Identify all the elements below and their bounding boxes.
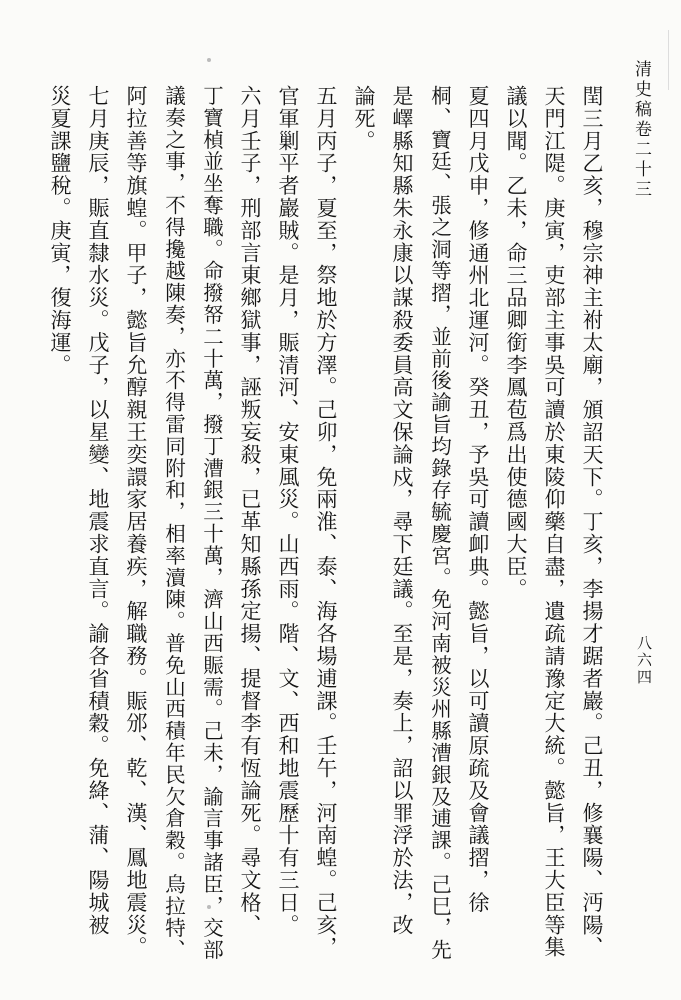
text-column-10: 六月壬子，刑部言東鄉獄事，誣叛妄殺，已革知縣孫定揚、提督李有恆論死。尋文格、 <box>238 85 262 937</box>
text-column-3: 議以聞。乙未，命三品卿銜李鳳苞爲出使德國大臣。 <box>504 85 528 601</box>
text-column-6: 是嶧縣知縣朱永康以謀殺委員高文保論戍，尋下廷議。至是，奏上，詔以罪浮於法，改 <box>390 85 414 937</box>
text-column-2: 天門江隄。庚寅，吏部主事吳可讀於東陵仰藥自盡，遺疏請豫定大統。懿旨，王大臣等集 <box>542 85 566 959</box>
page-edge-rule <box>668 30 669 90</box>
page-number: 八六四 <box>635 635 653 686</box>
text-column-9: 官軍剿平者巖賊。是月，賑清河、安東風災。山西雨。階、文、西和地震歷十有三日。 <box>276 85 300 937</box>
text-column-12: 議奏之事，不得攙越陳奏，亦不得雷同附和，相率瀆陳。普免山西積年民欠倉穀。烏拉特、 <box>161 85 186 961</box>
text-column-11: 丁寶楨並坐奪職。命撥帑二十萬，撥丁漕銀三十萬，濟山西賑需。己未，諭言事諸臣，交部 <box>199 85 224 961</box>
text-column-14: 七月庚辰，賑直隸水災。戊子，以星變、地震求直言。諭各省積穀。免絳、蒲、陽城被 <box>86 85 110 937</box>
running-title: 清史稿卷二十三 <box>631 60 651 200</box>
text-column-8: 五月丙子，夏至，祭地於方澤。己卯，免兩淮、泰、海各場逋課。壬午，河南蝗。己亥， <box>314 85 338 959</box>
text-column-5: 桐、寶廷、張之洞等摺，並前後諭旨均錄存毓慶宮。免河南被災州縣漕銀及逋課。己巳，先 <box>427 85 452 961</box>
text-column-1: 閏三月乙亥，穆宗神主祔太廟，頒詔天下。丁亥，李揚才踞者巖。己丑，修襄陽、沔陽、 <box>580 85 604 959</box>
text-column-13: 阿拉善等旗蝗。甲子，懿旨允醇親王奕譞家居養疾，解職務。賑邠、乾、漢、鳳地震災。 <box>124 85 148 959</box>
text-column-7: 論死。 <box>352 85 376 153</box>
binding-hole-mark <box>207 58 211 62</box>
text-column-15: 災夏課鹽稅。庚寅，復海運。 <box>48 85 72 377</box>
text-column-4: 夏四月戊申，修通州北運河。癸丑，予吳可讀卹典。懿旨，以可讀原疏及會議摺，徐 <box>466 85 490 914</box>
